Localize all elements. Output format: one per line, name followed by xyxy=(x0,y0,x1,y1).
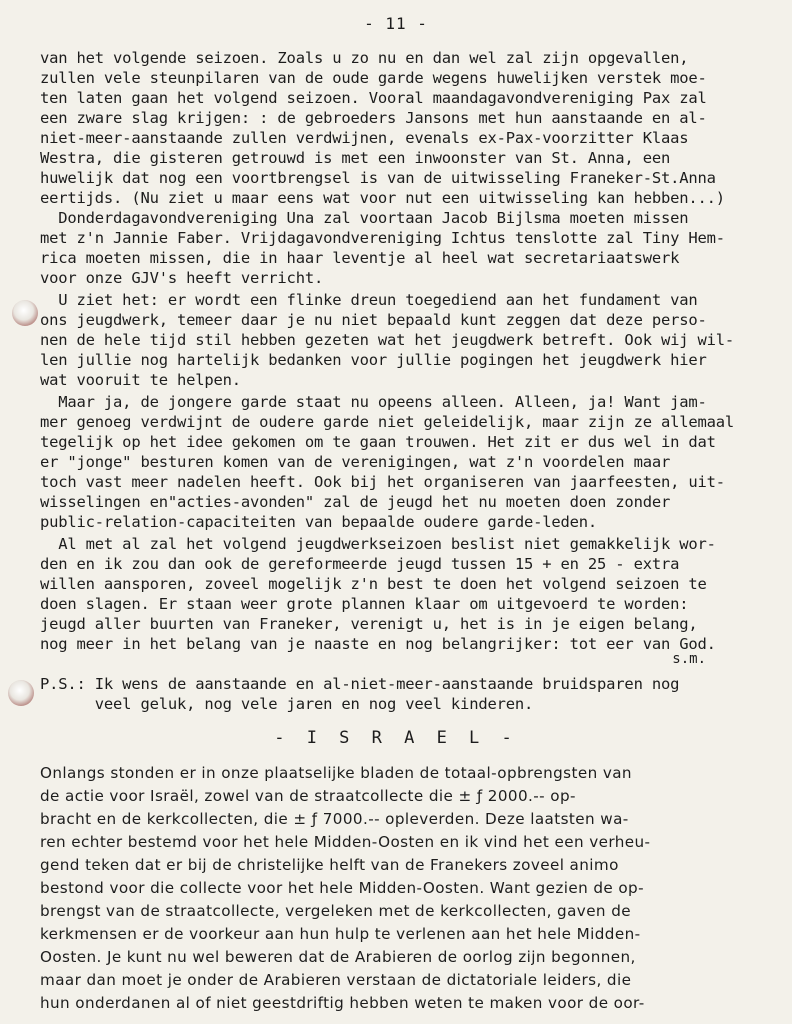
section-heading-israel: - I S R A E L - xyxy=(274,728,518,748)
text-line: tegelijk op het idee gekomen om te gaan trouwen. Het zit er dus wel in dat xyxy=(40,433,716,451)
page-number: - 11 - xyxy=(364,14,428,33)
text-line: hun onderdanen al of niet geestdriftig hebben weten te maken voor de oor- xyxy=(40,994,645,1012)
text-line: wat vooruit te helpen. xyxy=(40,371,241,389)
text-line: er "jonge" besturen komen van de verenigingen, wat z'n voordelen maar xyxy=(40,453,671,471)
text-line: met z'n Jannie Faber. Vrijdagavondvereniging Ichtus tenslotte zal Tiny Hem- xyxy=(40,229,725,247)
text-line: maar dan moet je onder de Arabieren verstaan de dictatoriale leiders, die xyxy=(40,971,632,989)
text-line: van het volgende seizoen. Zoals u zo nu en dan wel zal zijn opgevallen, xyxy=(40,49,689,67)
text-line: U ziet het: er wordt een flinke dreun toegediend aan het fundament van xyxy=(40,291,698,309)
text-line: bestond voor die collecte voor het hele Midden-Oosten. Want gezien de op- xyxy=(40,879,644,897)
text-line: Oosten. Je kunt nu wel beweren dat de Arabieren de oorlog zijn begonnen, xyxy=(40,948,636,966)
text-line: jeugd aller buurten van Franeker, verenigt u, het is in je eigen belang, xyxy=(40,615,698,633)
text-line: voor onze GJV's heeft verricht. xyxy=(40,269,324,287)
text-line: toch vast meer nadelen heeft. Ook bij het organiseren van jaarfeesten, uit- xyxy=(40,473,725,491)
text-line: rica moeten missen, die in haar leventje al heel wat secretariaatswerk xyxy=(40,249,680,267)
text-line: wisselingen en"acties-avonden" zal de jeugd het nu moeten doen zonder xyxy=(40,493,671,511)
text-line: ten laten gaan het volgend seizoen. Vooral maandagavondvereniging Pax zal xyxy=(40,89,707,107)
text-line: len jullie nog hartelijk bedanken voor jullie pogingen het jeugdwerk hier xyxy=(40,351,707,369)
text-line: Al met al zal het volgend jeugdwerkseizoen beslist niet gemakkelijk wor- xyxy=(40,535,716,553)
text-line: Donderdagavondvereniging Una zal voortaan Jacob Bijlsma moeten missen xyxy=(40,209,689,227)
signature: s.m. xyxy=(672,651,706,667)
text-line: Westra, die gisteren getrouwd is met een inwoonster van St. Anna, een xyxy=(40,149,671,167)
text-line: niet-meer-aanstaande zullen verdwijnen, evenals ex-Pax-voorzitter Klaas xyxy=(40,129,689,147)
text-line: zullen vele steunpilaren van de oude garde wegens huwelijken verstek moe- xyxy=(40,69,707,87)
text-line: gend teken dat er bij de christelijke helft van de Franekers zoveel animo xyxy=(40,856,619,874)
text-line: de actie voor Israël, zowel van de straatcollecte die ± ƒ 2000.-- op- xyxy=(40,787,576,805)
text-line: Maar ja, de jongere garde staat nu opeens alleen. Alleen, ja! Want jam- xyxy=(40,393,707,411)
text-line: een zware slag krijgen: : de gebroeders Jansons met hun aanstaande en al- xyxy=(40,109,707,127)
ps-line: P.S.: Ik wens de aanstaande en al-niet-meer-aanstaande bruidsparen nog xyxy=(40,675,680,693)
text-line: ren echter bestemd voor het hele Midden-Oosten en ik vind het een verheu- xyxy=(40,833,651,851)
text-line: willen aansporen, zoveel mogelijk z'n best te doen het volgend seizoen te xyxy=(40,575,707,593)
text-line: ons jeugdwerk, temeer daar je nu niet bepaald kunt zeggen dat deze perso- xyxy=(40,311,707,329)
text-line: huwelijk dat nog een voortbrengsel is van de uitwisseling Franeker-St.Anna xyxy=(40,169,716,187)
text-line: bracht en de kerkcollecten, die ± ƒ 7000.-- opleverden. Deze laatsten wa- xyxy=(40,810,629,828)
text-line: nen de hele tijd stil hebben gezeten wat het jeugdwerk betreft. Ook wij wil- xyxy=(40,331,735,349)
punch-hole-bottom xyxy=(8,680,34,706)
text-line: public-relation-capaciteiten van bepaalde oudere garde-leden. xyxy=(40,513,598,531)
ps-line: veel geluk, nog vele jaren en nog veel kinderen. xyxy=(40,695,534,713)
text-line: mer genoeg verdwijnt de oudere garde niet geleidelijk, maar zijn ze allemaal xyxy=(40,413,735,431)
text-line: den en ik zou dan ook de gereformeerde jeugd tussen 15 + en 25 - extra xyxy=(40,555,680,573)
text-line: eertijds. (Nu ziet u maar eens wat voor nut een uitwisseling kan hebben...) xyxy=(40,189,725,207)
text-line: brengst van de straatcollecte, vergeleken met de kerkcollecten, gaven de xyxy=(40,902,631,920)
text-line: doen slagen. Er staan weer grote plannen klaar om uitgevoerd te worden: xyxy=(40,595,689,613)
text-line: Onlangs stonden er in onze plaatselijke bladen de totaal-opbrengsten van xyxy=(40,764,632,782)
text-line: nog meer in het belang van je naaste en nog belangrijker: tot eer van God. xyxy=(40,635,716,653)
punch-hole-top xyxy=(12,300,38,326)
text-line: kerkmensen er de voorkeur aan hun hulp te verlenen aan het hele Midden- xyxy=(40,925,641,943)
